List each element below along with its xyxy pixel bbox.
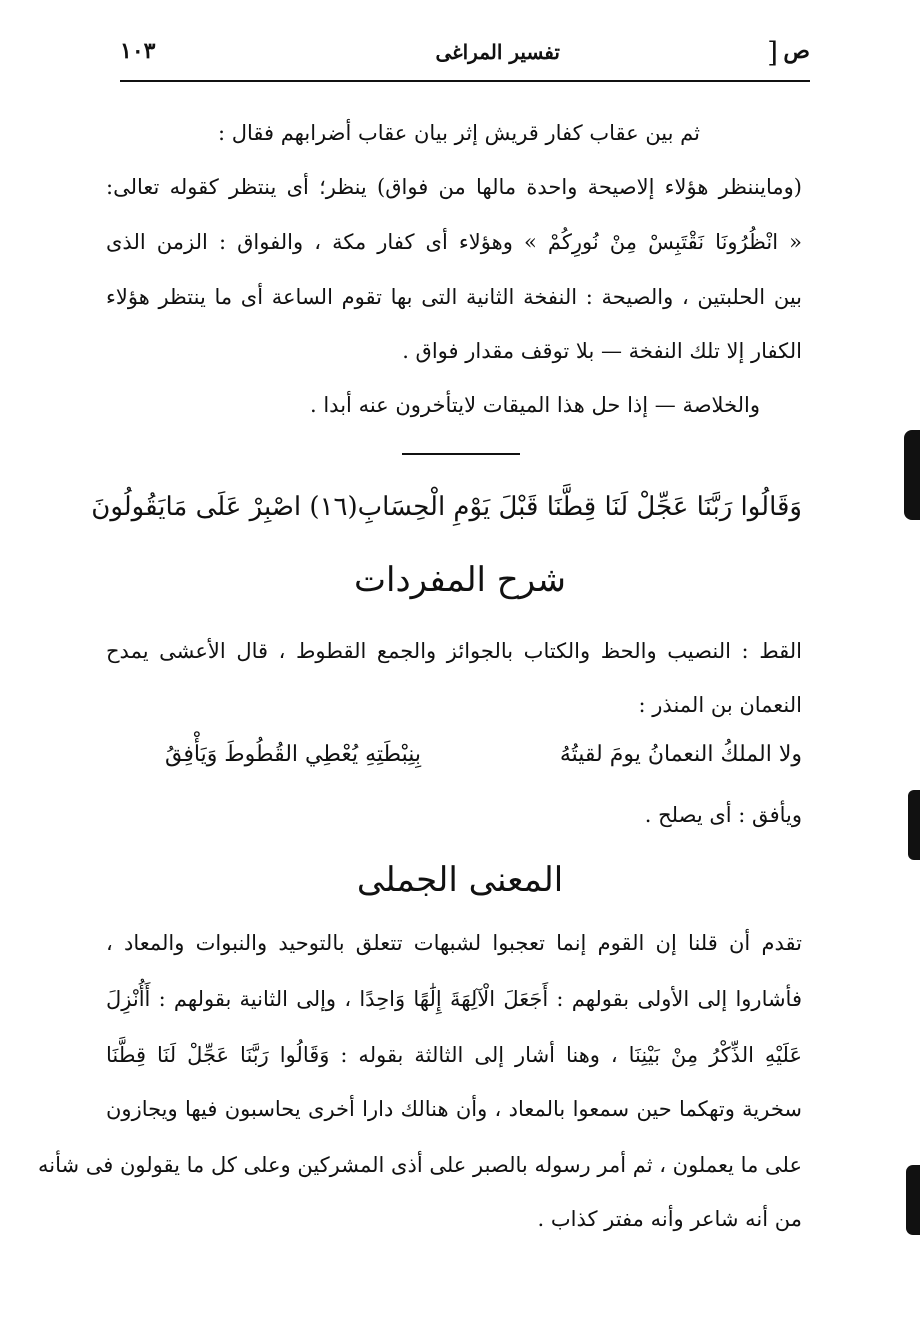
general-meaning-heading: المعنى الجملى [356,860,564,900]
general-line: على ما يعملون ، ثم أمر رسوله بالصبر على أذى المشركين وعلى كل ما يقولون فى شأنه [38,1153,802,1177]
intro-line: بين الحلبتين ، والصيحة : النفخة الثانية التى بها تقوم الساعة أى ما ينتظر هؤلاء [106,285,802,309]
book-title: تفسير المراغى [435,40,560,64]
vocab-heading: شرح المفردات [353,560,567,600]
general-line: تقدم أن قلنا إن القوم إنما تعجبوا لشبهات تتعلق بالتوحيد والنبوات والمعاد ، [106,931,802,955]
sura-bracket: [ [767,36,778,69]
poem-right-hemistich: ولا الملكُ النعمانُ يومَ لقيتُهُ [559,742,802,767]
page-header [120,38,810,78]
vocab-line: النعمان بن المنذر : [638,693,802,717]
general-line: من أنه شاعر وأنه مفتر كذاب . [537,1207,802,1231]
section-separator [402,453,520,455]
general-line: فأشاروا إلى الأولى بقولهم : أَجَعَلَ الْآلِهَةَ إِلَٰهًا وَاحِدًا ، وإلى الثانية بقولهم : أَأُنْزِلَ [106,987,802,1011]
header-rule [120,80,810,82]
scan-edge-mark [908,790,920,860]
scan-edge-mark [904,430,920,520]
intro-line: (ومايننظر هؤلاء إلاصيحة واحدة مالها من فواق) ينظر؛ أى ينتظر كقوله تعالى: [106,175,802,199]
general-line: سخرية وتهكما حين سمعوا بالمعاد ، وأن هنالك دارا أخرى يحاسبون فيها ويجازون [106,1097,802,1121]
intro-line: ثم بين عقاب كفار قريش إثر بيان عقاب أضرابهم فقال : [217,121,700,145]
quran-verse: وَقَالُوا رَبَّنَا عَجِّلْ لَنَا قِطَّنَا قَبْلَ يَوْمِ الْحِسَابِ(١٦) اصْبِرْ عَلَى مَايَقُولُونَ [91,492,802,522]
intro-line: الكفار إلا تلك النفخة — بلا توقف مقدار فواق . [402,339,802,363]
sura-label: ص [783,38,810,64]
general-line: عَلَيْهِ الذِّكْرُ مِنْ بَيْنِنَا ، وهنا أشار إلى الثالثة بقوله : وَقَالُوا رَبَّنَا عَجِّلْ لَنَا قِطَّنَا [106,1043,802,1067]
vocab-note: ويأفق : أى يصلح . [644,803,802,827]
page-number: ١٠٣ [120,38,156,64]
intro-line: والخلاصة — إذا حل هذا الميقات لايتأخرون عنه أبدا . [310,393,760,417]
poem-left-hemistich: بِنِبْطَتِهِ يُعْطِي القُطُوطَ وَيَأْفِقُ [165,742,421,767]
scan-edge-mark [906,1165,920,1235]
vocab-line: القط : النصيب والحظ والكتاب بالجوائز والجمع القطوط ، قال الأعشى يمدح [106,639,802,663]
intro-line: « انْظُرُونَا نَقْتَبِسْ مِنْ نُورِكُمْ » وهؤلاء أى كفار مكة ، والفواق : الزمن الذى [106,230,802,254]
